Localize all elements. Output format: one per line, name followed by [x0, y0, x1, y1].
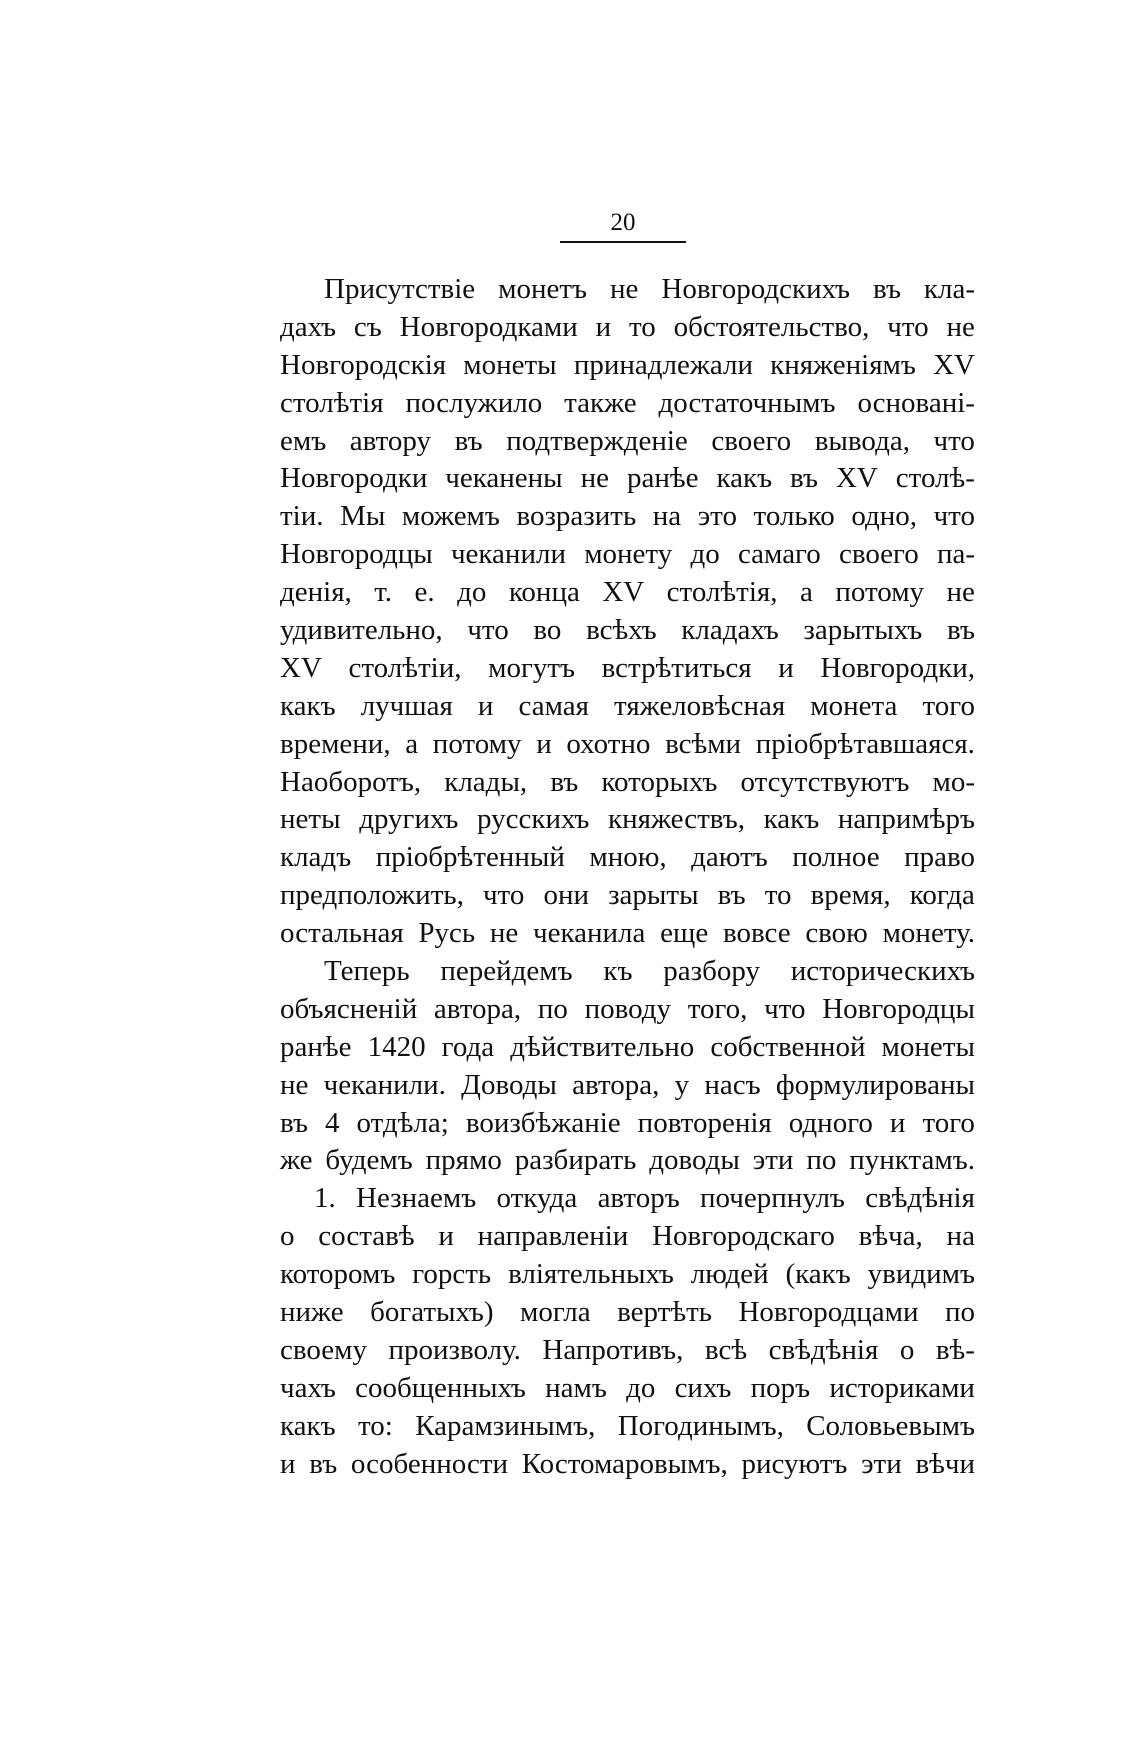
page-number: 20 — [610, 209, 636, 236]
word: Новгородцы — [280, 538, 433, 571]
word: у — [674, 1068, 690, 1101]
word: Теперь — [324, 955, 410, 988]
word: т. — [374, 576, 393, 609]
word: принадлежали — [573, 348, 753, 381]
text-line — [280, 1294, 975, 1332]
word: до — [626, 1371, 656, 1404]
word: и — [889, 1106, 906, 1139]
word: чахъ — [280, 1371, 336, 1404]
word: другихъ — [359, 803, 459, 836]
word: основані- — [857, 386, 975, 419]
word: особенности — [350, 1447, 509, 1480]
word: авторъ — [597, 1182, 680, 1215]
word: Присутствіе — [324, 273, 476, 305]
word: это — [697, 500, 737, 533]
word: что — [467, 614, 509, 647]
word: мною, — [589, 841, 667, 874]
word: остальная — [280, 917, 404, 950]
word: почерпнулъ — [699, 1182, 845, 1215]
text-line — [280, 1067, 975, 1105]
word: кладахъ — [681, 614, 779, 647]
word: столѣтія — [280, 386, 384, 419]
word: Незнаемъ — [356, 1182, 477, 1215]
word: своему — [280, 1333, 367, 1366]
text-line — [280, 650, 975, 688]
word: клады, — [444, 765, 528, 798]
word: Карамзинымъ, — [415, 1409, 596, 1442]
word: по — [806, 1144, 837, 1177]
word: по — [537, 992, 568, 1025]
word: же — [280, 1144, 313, 1177]
word: разбирать — [514, 1144, 637, 1177]
word: монетъ — [498, 273, 588, 305]
word: столѣ- — [895, 462, 975, 495]
word: XV — [835, 462, 878, 495]
word: собственной — [710, 1030, 866, 1063]
word: емъ — [280, 424, 327, 457]
word: не — [610, 273, 639, 305]
word: въ — [872, 273, 901, 305]
word: что — [887, 310, 929, 343]
word: достаточнымъ — [658, 386, 836, 419]
word: того, — [687, 992, 748, 1025]
word: княжествъ, — [608, 803, 745, 836]
word: одно, — [851, 500, 918, 533]
word: самаго — [737, 538, 821, 571]
text-line — [280, 1180, 975, 1218]
text-line — [280, 877, 975, 915]
word: ниже — [280, 1296, 344, 1329]
word: самая — [518, 689, 589, 722]
text-line — [280, 1332, 975, 1370]
word: откуда — [496, 1182, 578, 1215]
word: XV — [933, 348, 975, 381]
word: прямо — [425, 1144, 502, 1177]
text-line — [280, 309, 975, 347]
word: даютъ — [691, 841, 768, 874]
word: Соловьевымъ — [806, 1409, 975, 1442]
word: намъ — [545, 1371, 607, 1404]
word: зарытыхъ — [803, 614, 923, 647]
word: горсть — [412, 1258, 492, 1291]
word: одного — [788, 1106, 873, 1139]
word: охотно — [566, 727, 651, 760]
word: вовсе — [722, 917, 791, 950]
word: па- — [936, 538, 975, 571]
word: какъ — [716, 462, 773, 495]
word: (какъ — [785, 1258, 851, 1291]
word: вертѣть — [617, 1296, 712, 1329]
word: автору — [349, 424, 432, 457]
text-line — [280, 612, 975, 650]
word: пунктамъ. — [849, 1144, 975, 1177]
word: когда — [909, 879, 975, 912]
text-line — [280, 1256, 975, 1294]
word: монету. — [882, 917, 975, 950]
word: своего — [838, 538, 919, 571]
word: столѣтіи, — [348, 651, 462, 684]
word: можемъ — [401, 500, 500, 533]
word: денія, — [280, 576, 352, 609]
word: что — [933, 500, 975, 533]
word: на — [652, 500, 682, 533]
text-line — [280, 536, 975, 574]
word: о — [280, 1220, 295, 1253]
text-line — [280, 688, 975, 726]
word: обстоятельство, — [673, 310, 870, 343]
word: увидимъ — [867, 1258, 975, 1291]
text-line — [280, 1370, 975, 1408]
word: также — [564, 386, 637, 419]
text-line — [280, 991, 975, 1029]
word: историческихъ — [790, 955, 975, 988]
word: Новгородками — [399, 310, 578, 343]
word: сихъ — [674, 1371, 732, 1404]
word: формулированы — [775, 1068, 975, 1101]
word: Доводы — [461, 1068, 557, 1101]
text-line — [280, 1218, 975, 1256]
text-line — [280, 839, 975, 877]
word: право — [904, 841, 975, 874]
word: Новгородскія — [280, 348, 447, 381]
word: чеканили. — [323, 1068, 446, 1101]
word: и — [477, 689, 494, 722]
word: будемъ — [325, 1144, 413, 1177]
word: всѣхъ — [586, 614, 657, 647]
word: зарыты — [608, 879, 699, 912]
word: предположить, — [280, 879, 464, 912]
word: вѣчи — [915, 1447, 975, 1480]
word: Русь — [418, 917, 476, 950]
word: то — [629, 310, 656, 343]
word: удивительно, — [280, 614, 443, 647]
word: какъ — [280, 1409, 336, 1442]
word: свѣдѣнія — [768, 1333, 879, 1366]
word: только — [753, 500, 835, 533]
word: въ — [280, 1106, 308, 1139]
word: возразить — [516, 500, 637, 533]
word: 1420 — [367, 1030, 426, 1063]
word: а — [405, 727, 419, 760]
word: чеканены — [445, 462, 563, 495]
word: доводы — [649, 1144, 740, 1177]
word: монета — [810, 689, 898, 722]
word: чеканили — [450, 538, 566, 571]
word: XV — [280, 651, 322, 684]
word: не — [580, 462, 610, 495]
word: Новгородки — [280, 462, 428, 495]
word: кла- — [923, 273, 975, 305]
word: Погодинымъ, — [617, 1409, 784, 1442]
word: какъ — [763, 803, 820, 836]
word: не — [489, 917, 519, 950]
word: въ — [309, 1447, 338, 1480]
word: до — [690, 538, 720, 571]
word: 4 — [324, 1106, 340, 1139]
word: пріобрѣтавшаяся. — [755, 727, 975, 760]
text-line — [280, 1408, 975, 1446]
word: всѣ — [704, 1333, 748, 1366]
text-line — [280, 1105, 975, 1143]
word: рисуютъ — [741, 1447, 848, 1480]
word: въ — [946, 614, 975, 647]
word: дѣйствительно — [510, 1030, 695, 1063]
word: сообщенныхъ — [355, 1371, 526, 1404]
word: по — [944, 1296, 975, 1329]
word: людей — [690, 1258, 769, 1291]
word: княженіямъ — [770, 348, 916, 381]
word: встрѣтиться — [601, 651, 752, 684]
word: разбору — [663, 955, 760, 988]
word: того — [922, 689, 975, 722]
word: тяжеловѣсная — [614, 689, 786, 722]
word: потому — [432, 727, 522, 760]
word: XV — [602, 576, 645, 609]
word: пріобрѣтенный — [375, 841, 565, 874]
word: и — [536, 727, 552, 760]
word: Новгородцами — [738, 1296, 919, 1329]
word: въ — [717, 879, 746, 912]
text-line — [280, 574, 975, 612]
word: напримѣръ — [837, 803, 975, 836]
word: и — [778, 651, 794, 684]
word: отсутствуютъ — [740, 765, 910, 798]
word: произволу. — [388, 1333, 521, 1366]
word: что — [933, 424, 975, 457]
word: и — [595, 310, 612, 343]
word: времени, — [280, 727, 391, 760]
word: кладъ — [280, 841, 352, 874]
word: всѣми — [665, 727, 742, 760]
word: монету — [584, 538, 673, 571]
word: автора, — [433, 992, 522, 1025]
word: что — [764, 992, 806, 1025]
word: къ — [603, 955, 633, 988]
word: которыхъ — [601, 765, 718, 798]
word: а — [799, 576, 813, 609]
word: отдѣла; — [356, 1106, 449, 1139]
word: полное — [792, 841, 880, 874]
text-line — [280, 271, 975, 309]
text-line — [280, 423, 975, 461]
word: автора, — [572, 1068, 660, 1101]
word: насъ — [704, 1068, 761, 1101]
text-line — [280, 726, 975, 764]
word: какъ — [280, 689, 336, 722]
word: чеканила — [533, 917, 646, 950]
text-line — [280, 953, 975, 991]
word: на — [946, 1220, 975, 1253]
word: что — [482, 879, 525, 912]
word: они — [543, 879, 589, 912]
word: тіи. — [280, 500, 324, 533]
word: не — [946, 576, 975, 609]
word: то — [764, 879, 792, 912]
word: года — [441, 1030, 495, 1063]
word: 1. — [314, 1182, 336, 1215]
word: то: — [357, 1409, 393, 1442]
word: монеты — [463, 348, 557, 381]
text-line — [280, 764, 975, 802]
word: монеты — [881, 1030, 975, 1063]
word: Новгородки, — [820, 651, 975, 684]
text-line — [280, 347, 975, 385]
word: ранѣе — [280, 1030, 352, 1063]
word: перейдемъ — [440, 955, 573, 988]
text-line — [280, 801, 975, 839]
body-text — [280, 271, 975, 1484]
text-line — [280, 1029, 975, 1067]
word: вывода, — [814, 424, 910, 457]
word: которомъ — [280, 1258, 396, 1291]
text-line — [280, 915, 975, 953]
word: свою — [805, 917, 868, 950]
word: составѣ — [318, 1220, 415, 1253]
word: время, — [810, 879, 891, 912]
word: не — [280, 1068, 309, 1101]
word: конца — [508, 576, 580, 609]
word: Наоборотъ, — [280, 765, 422, 798]
word: и — [280, 1447, 296, 1480]
word: неты — [280, 803, 341, 836]
word: въ — [790, 462, 818, 495]
word: могла — [520, 1296, 591, 1329]
word: Напротивъ, — [542, 1333, 684, 1366]
word: вѣ- — [935, 1333, 975, 1366]
word: подтвержденіе — [506, 424, 688, 457]
word: поръ — [750, 1371, 811, 1404]
word: еще — [660, 917, 709, 950]
word: Мы — [340, 500, 386, 533]
word: историками — [829, 1371, 975, 1404]
word: того — [922, 1106, 975, 1139]
word: вліятельныхъ — [508, 1258, 674, 1291]
word: лучшая — [360, 689, 453, 722]
word: е. — [414, 576, 435, 609]
word: русскихъ — [477, 803, 590, 836]
word: богатыхъ) — [370, 1296, 494, 1329]
word: эти — [861, 1447, 902, 1480]
word: до — [457, 576, 487, 609]
word: дахъ — [280, 310, 337, 343]
word: не — [946, 310, 975, 343]
word: въ — [550, 765, 579, 798]
text-line — [280, 1142, 975, 1180]
word: могутъ — [488, 651, 576, 684]
word: объясненій — [280, 992, 418, 1025]
word: эти — [752, 1144, 794, 1177]
word: послужило — [405, 386, 543, 419]
word: ранѣе — [626, 462, 699, 495]
text-line — [280, 498, 975, 536]
text-line — [280, 385, 975, 423]
word: Новгородцы — [822, 992, 975, 1025]
word: Новгородскихъ — [661, 273, 850, 305]
word: воизбѣжаніе — [465, 1106, 621, 1139]
word: вѣча, — [858, 1220, 923, 1253]
word: и — [438, 1220, 454, 1253]
word: Костомаровымъ, — [521, 1447, 728, 1480]
text-line — [280, 460, 975, 498]
word: мо- — [932, 765, 975, 798]
word: Новгородскаго — [652, 1220, 835, 1253]
word: потому — [835, 576, 925, 609]
page-number-rule — [560, 241, 686, 243]
word: повторенія — [637, 1106, 772, 1139]
word: во — [533, 614, 562, 647]
word: свѣдѣнія — [865, 1182, 975, 1215]
word: въ — [454, 424, 483, 457]
word: столѣтія, — [666, 576, 778, 609]
word: съ — [353, 310, 382, 343]
text-line — [280, 1446, 975, 1484]
word: поводу — [584, 992, 672, 1025]
word: о — [899, 1333, 915, 1366]
word: своего — [711, 424, 792, 457]
word: направленіи — [477, 1220, 629, 1253]
